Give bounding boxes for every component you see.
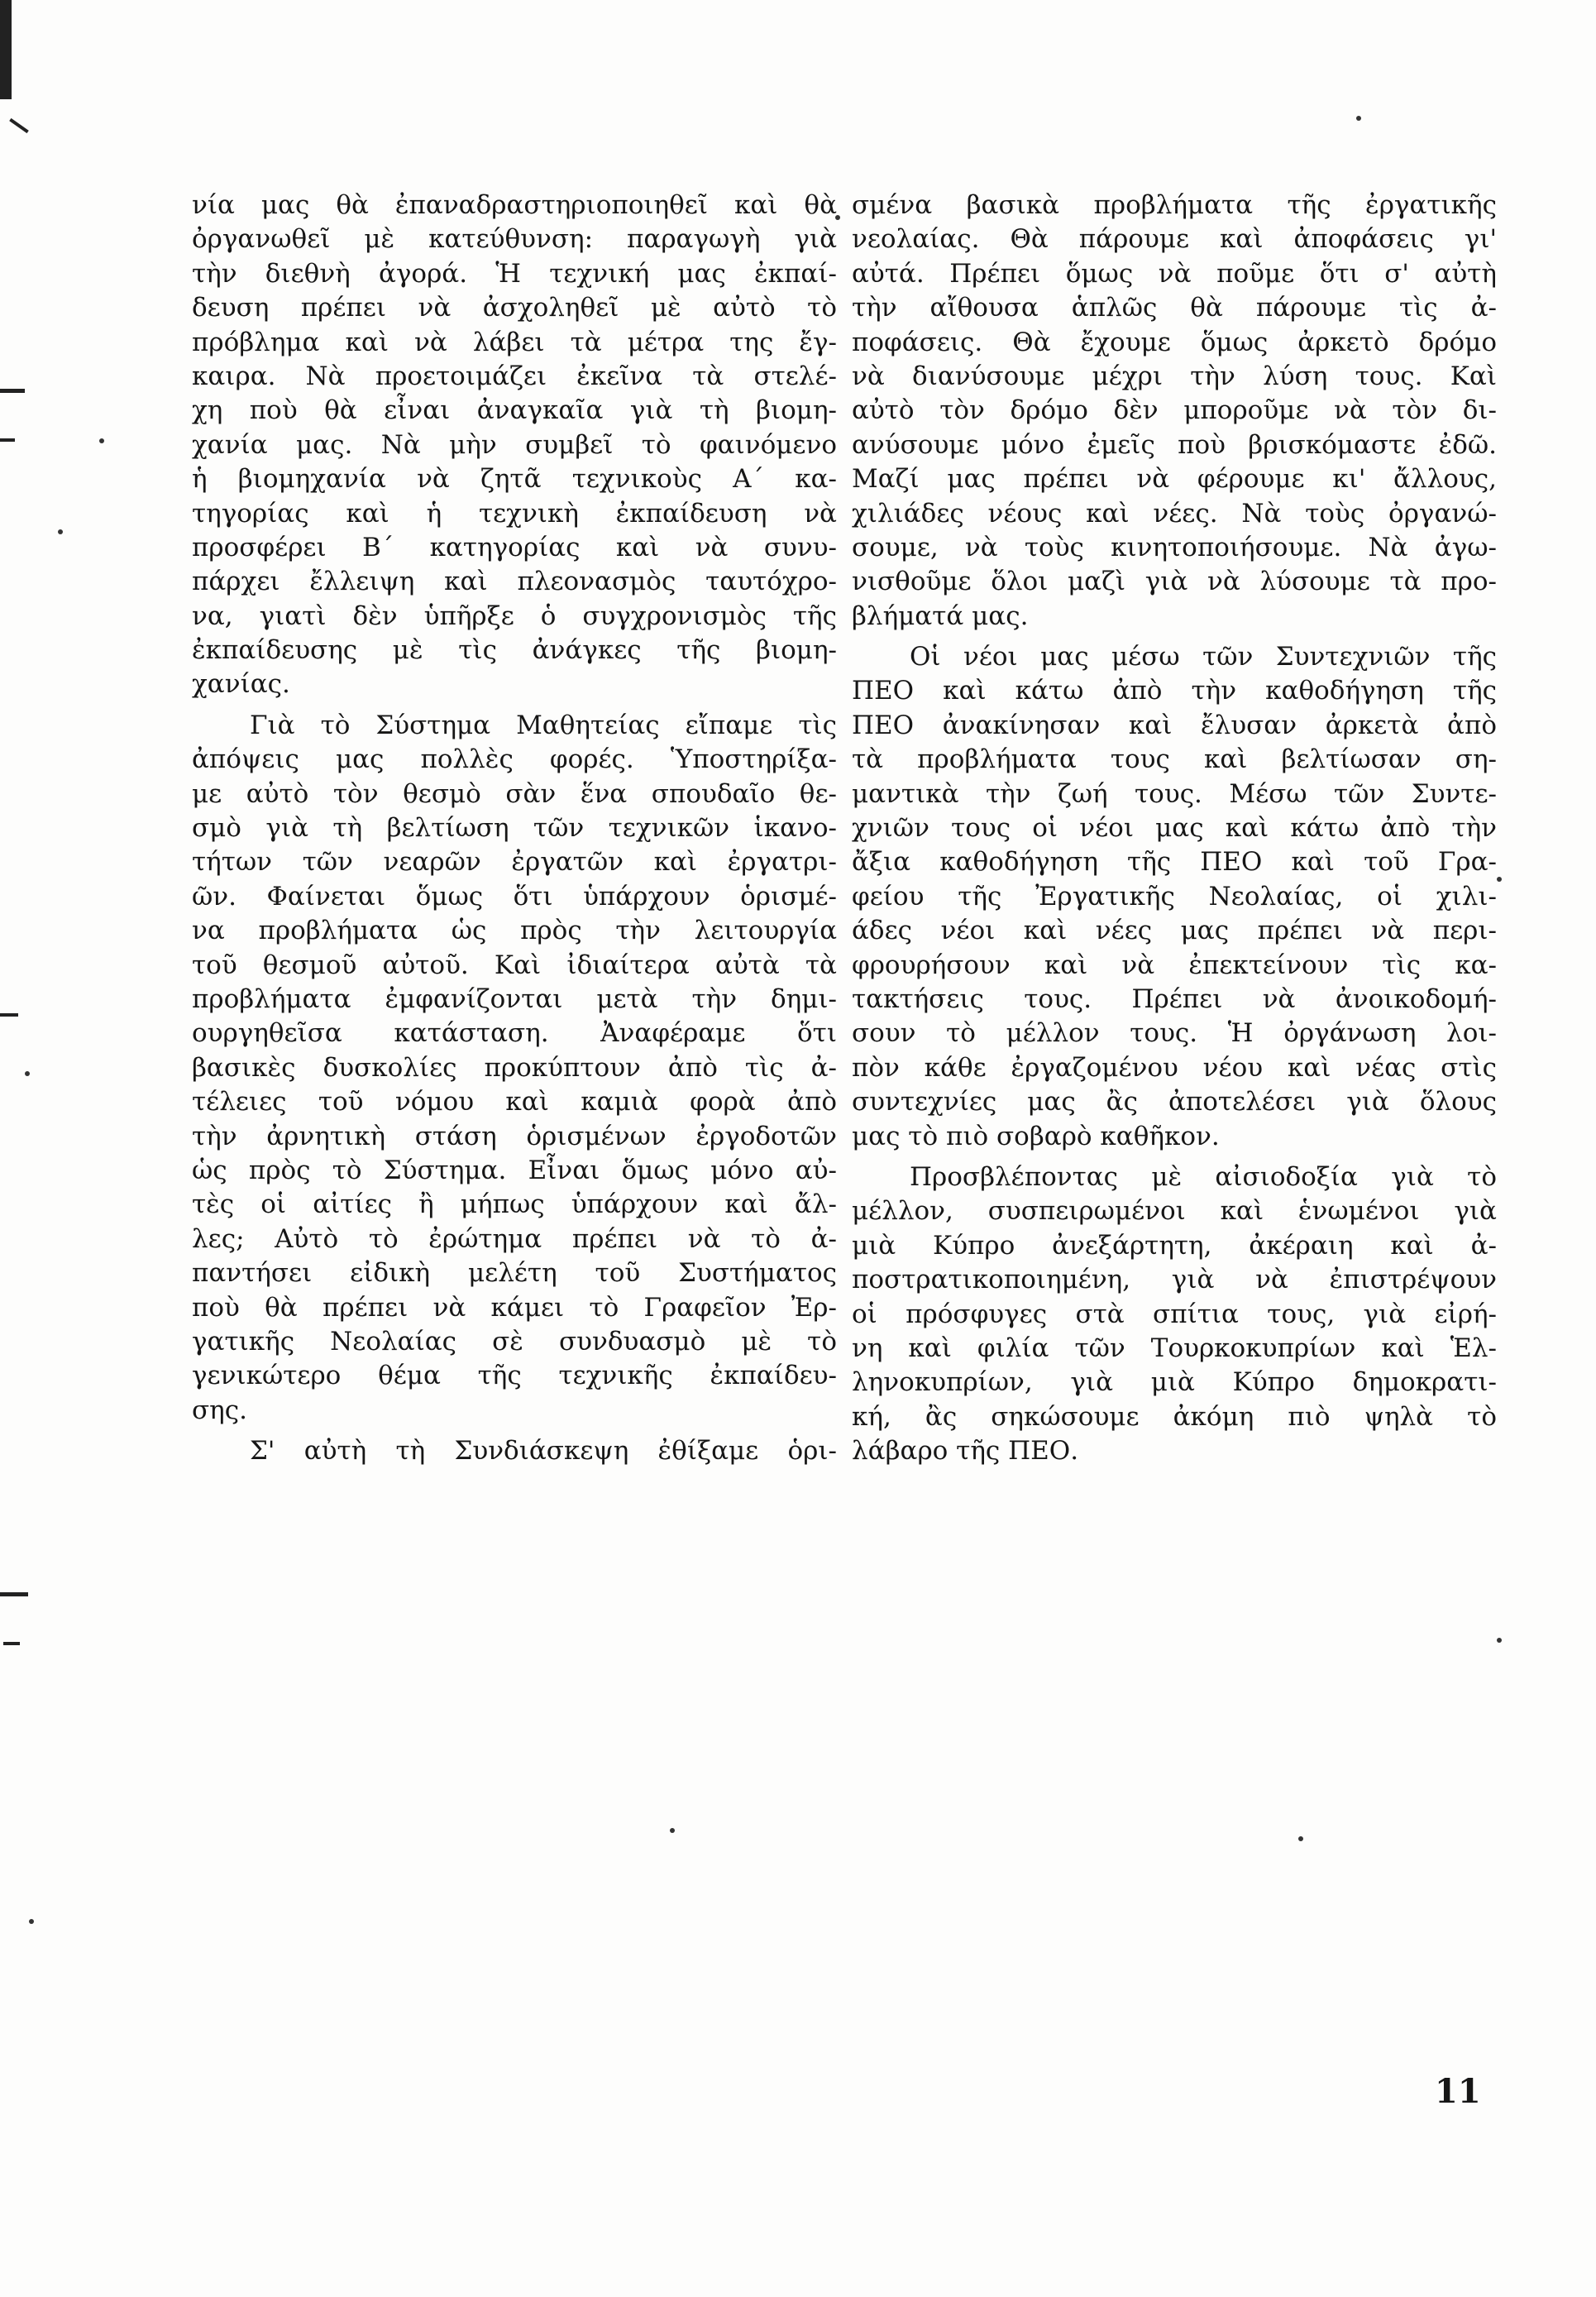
- text-line: ΠΕΟ καὶ κάτω ἀπὸ τὴν καθοδήγηση τῆς: [852, 676, 1497, 706]
- text-line: Μαζί μας πρέπει νὰ φέρουμε κι' ἄλλους,: [852, 464, 1497, 495]
- text-line: βασικὲς δυσκολίες προκύπτουν ἀπὸ τὶς ἀ-: [192, 1052, 837, 1083]
- text-line: πρόβλημα καὶ νὰ λάβει τὰ μέτρα της ἔγ-: [192, 327, 837, 357]
- text-line: μαντικὰ τὴν ζωή τους. Μέσω τῶν Συντε-: [852, 778, 1497, 809]
- scan-speck: [1298, 1836, 1303, 1841]
- text-line: προβλήματα ἐμφανίζονται μετὰ τὴν δημι-: [192, 983, 837, 1014]
- text-line: προσφέρει Β΄ κατηγορίας καὶ νὰ συνυ-: [192, 532, 837, 562]
- text-line: ὀργανωθεῖ μὲ κατεύθυνση: παραγωγὴ γιὰ: [192, 224, 837, 255]
- text-line: λάβαρο τῆς ΠΕΟ.: [852, 1436, 1079, 1467]
- left-column: [192, 189, 837, 1468]
- text-line: πάρχει ἔλλειψη καὶ πλεονασμὸς ταυτόχρο-: [192, 567, 837, 597]
- text-line: μέλλον, συσπειρωμένοι καὶ ἑνωμένοι γιὰ: [852, 1196, 1497, 1227]
- text-line: τὰ προβλήματα τους καὶ βελτίωσαν ση-: [852, 744, 1497, 775]
- text-line: καιρα. Νὰ προετοιμάζει ἐκεῖνα τὰ στελέ-: [192, 361, 837, 391]
- scan-edge-mark: [0, 1592, 28, 1596]
- scan-edge-mark: [3, 1642, 20, 1645]
- text-line: ἡ βιομηχανία νὰ ζητᾶ τεχνικοὺς Α΄ κα-: [192, 464, 837, 495]
- page-number: 11: [1435, 2072, 1481, 2111]
- text-line: τακτήσεις τους. Πρέπει νὰ ἀνοικοδομή-: [852, 983, 1497, 1014]
- text-line: χη ποὺ θὰ εἶναι ἀναγκαῖα γιὰ τὴ βιομη-: [192, 395, 837, 426]
- text-line: σης.: [192, 1395, 247, 1425]
- text-line: σμένα βασικὰ προβλήματα τῆς ἐργατικῆς: [852, 190, 1497, 220]
- text-line: λες; Αὐτὸ τὸ ἐρώτημα πρέπει νὰ τὸ ἀ-: [192, 1223, 837, 1254]
- scan-speck: [1356, 116, 1361, 121]
- text-line: ουργηθεῖσα κατάσταση. Ἀναφέραμε ὅτι: [192, 1018, 837, 1049]
- scan-speck: [58, 529, 63, 534]
- text-line: τὴν ἀρνητικὴ στάση ὁρισμένων ἐργοδοτῶν: [192, 1121, 837, 1151]
- scan-speck: [99, 438, 104, 443]
- text-line: αὐτά. Πρέπει ὅμως νὰ ποῦμε ὅτι σ' αὐτὴ: [852, 258, 1497, 289]
- text-line: ανύσουμε μόνο ἐμεῖς ποὺ βρισκόμαστε ἐδῶ.: [852, 429, 1497, 460]
- scan-edge-mark: [0, 0, 12, 99]
- text-line: τὴν διεθνὴ ἀγορά. Ἡ τεχνική μας ἐκπαί-: [192, 258, 837, 289]
- paragraph-start-line: Σ' αὐτὴ τὴ Συνδιάσκεψη ἐθίξαμε ὁρι-: [250, 1436, 837, 1467]
- text-line: ποὺ θὰ πρέπει νὰ κάμει τὸ Γραφεῖον Ἐρ-: [192, 1292, 837, 1323]
- text-line: γενικώτερο θέμα τῆς τεχνικῆς ἐκπαίδευ-: [192, 1361, 837, 1391]
- text-line: νη καὶ φιλία τῶν Τουρκοκυπρίων καὶ Ἑλ-: [852, 1333, 1497, 1363]
- paragraph-start-line: Οἱ νέοι μας μέσω τῶν Συντεχνιῶν τῆς: [910, 642, 1497, 672]
- scan-edge-mark: [9, 118, 29, 133]
- scan-speck: [1497, 877, 1502, 882]
- text-line: νεολαίας. Θὰ πάρουμε καὶ ἀποφάσεις γι': [852, 224, 1497, 255]
- text-line: σουν τὸ μέλλον τους. Ἡ ὀργάνωση λοι-: [852, 1018, 1497, 1049]
- scan-speck: [670, 1828, 675, 1833]
- text-line: τὲς οἱ αἰτίες ἢ μήπως ὑπάρχουν καὶ ἄλ-: [192, 1189, 837, 1220]
- text-line: οἱ πρόσφυγες στὰ σπίτια τους, γιὰ εἰρή-: [852, 1299, 1497, 1329]
- scan-edge-mark: [0, 1013, 18, 1017]
- text-line: σμὸ γιὰ τὴ βελτίωση τῶν τεχνικῶν ἱκανο-: [192, 813, 837, 844]
- scan-speck: [1497, 1638, 1502, 1643]
- text-line: χιλιάδες νέους καὶ νέες. Νὰ τοὺς ὀργανώ-: [852, 498, 1497, 529]
- right-column: [852, 189, 1497, 1468]
- scan-speck: [25, 1071, 30, 1076]
- text-line: γατικῆς Νεολαίας σὲ συνδυασμὸ μὲ τὸ: [192, 1326, 837, 1357]
- text-line: μας τὸ πιὸ σοβαρὸ καθῆκον.: [852, 1121, 1220, 1151]
- text-line: ἀπόψεις μας πολλὲς φορές. Ὑποστηρίξα-: [192, 744, 837, 775]
- text-line: συντεχνίες μας ἂς ἀποτελέσει γιὰ ὅλους: [852, 1087, 1497, 1117]
- scan-speck: [29, 1919, 34, 1924]
- text-line: κή, ἂς σηκώσουμε ἀκόμη πιὸ ψηλὰ τὸ: [852, 1401, 1497, 1432]
- text-line: ποστρατικοποιημένη, γιὰ νὰ ἐπιστρέψουν: [852, 1265, 1497, 1295]
- text-line: νισθοῦμε ὅλοι μαζὶ γιὰ νὰ λύσουμε τὰ προ-: [852, 567, 1497, 597]
- paragraph-start-line: Προσβλέποντας μὲ αἰσιοδοξία γιὰ τὸ: [910, 1161, 1497, 1192]
- text-line: δευση πρέπει νὰ ἀσχοληθεῖ μὲ αὐτὸ τὸ: [192, 293, 837, 323]
- text-line: φρουρήσουν καὶ νὰ ἐπεκτείνουν τὶς κα-: [852, 950, 1497, 980]
- text-line: νία μας θὰ ἐπαναδραστηριοποιηθεῖ καὶ θὰ: [192, 190, 837, 220]
- text-line: πὸν κάθε ἐργαζομένου νέου καὶ νέας στὶς: [852, 1052, 1497, 1083]
- scan-edge-mark: [0, 389, 25, 393]
- text-line: νὰ διανύσουμε μέχρι τὴν λύση τους. Καὶ: [852, 361, 1497, 391]
- text-line: αὐτὸ τὸν δρόμο δὲν μποροῦμε νὰ τὸν δι-: [852, 395, 1497, 426]
- text-line: τήτων τῶν νεαρῶν ἐργατῶν καὶ ἐργατρι-: [192, 847, 837, 878]
- text-line: φείου τῆς Ἐργατικῆς Νεολαίας, οἱ χιλι-: [852, 881, 1497, 912]
- text-line: άδες νέοι καὶ νέες μας πρέπει νὰ περι-: [852, 916, 1497, 946]
- text-line: σουμε, νὰ τοὺς κινητοποιήσουμε. Νὰ ἀγω-: [852, 532, 1497, 562]
- text-line: ὡς πρὸς τὸ Σύστημα. Εἶναι ὅμως μόνο αὐ-: [192, 1155, 837, 1185]
- text-line: παντήσει εἰδικὴ μελέτη τοῦ Συστήματος: [192, 1258, 837, 1289]
- text-line: χανίας.: [192, 669, 290, 700]
- text-line: με αὐτὸ τὸν θεσμὸ σὰν ἕνα σπουδαῖο θε-: [192, 778, 837, 809]
- text-line: βλήματά μας.: [852, 601, 1029, 631]
- scan-edge-mark: [0, 438, 15, 442]
- text-line: ΠΕΟ ἀνακίνησαν καὶ ἔλυσαν ἀρκετὰ ἀπὸ: [852, 710, 1497, 740]
- text-line: ῶν. Φαίνεται ὅμως ὅτι ὑπάρχουν ὁρισμέ-: [192, 881, 837, 912]
- text-line: να, γιατὶ δὲν ὑπῆρξε ὁ συγχρονισμὸς τῆς: [192, 601, 837, 631]
- text-line: ληνοκυπρίων, γιὰ μιὰ Κύπρο δημοκρατι-: [852, 1367, 1497, 1398]
- paragraph-start-line: Γιὰ τὸ Σύστημα Μαθητείας εἴπαμε τὶς: [250, 710, 837, 740]
- text-line: ἐκπαίδευσης μὲ τὶς ἀνάγκες τῆς βιομη-: [192, 635, 837, 666]
- text-line: τὴν αἴθουσα ἁπλῶς θὰ πάρουμε τὶς ἀ-: [852, 293, 1497, 323]
- text-line: ἄξια καθοδήγηση τῆς ΠΕΟ καὶ τοῦ Γρα-: [852, 847, 1497, 878]
- text-line: μιὰ Κύπρο ἀνεξάρτητη, ἀκέραιη καὶ ἀ-: [852, 1230, 1497, 1261]
- text-line: τέλειες τοῦ νόμου καὶ καμιὰ φορὰ ἀπὸ: [192, 1087, 837, 1117]
- text-line: χανία μας. Νὰ μὴν συμβεῖ τὸ φαινόμενο: [192, 429, 837, 460]
- text-line: να προβλήματα ὡς πρὸς τὴν λειτουργία: [192, 916, 837, 946]
- text-line: τηγορίας καὶ ἡ τεχνικὴ ἐκπαίδευση νὰ: [192, 498, 837, 529]
- text-line: ποφάσεις. Θὰ ἔχουμε ὅμως ἀρκετὸ δρόμο: [852, 327, 1497, 357]
- text-line: χνιῶν τους οἱ νέοι μας καὶ κάτω ἀπὸ τὴν: [852, 813, 1497, 844]
- text-line: τοῦ θεσμοῦ αὐτοῦ. Καὶ ἰδιαίτερα αὐτὰ τὰ: [192, 950, 837, 980]
